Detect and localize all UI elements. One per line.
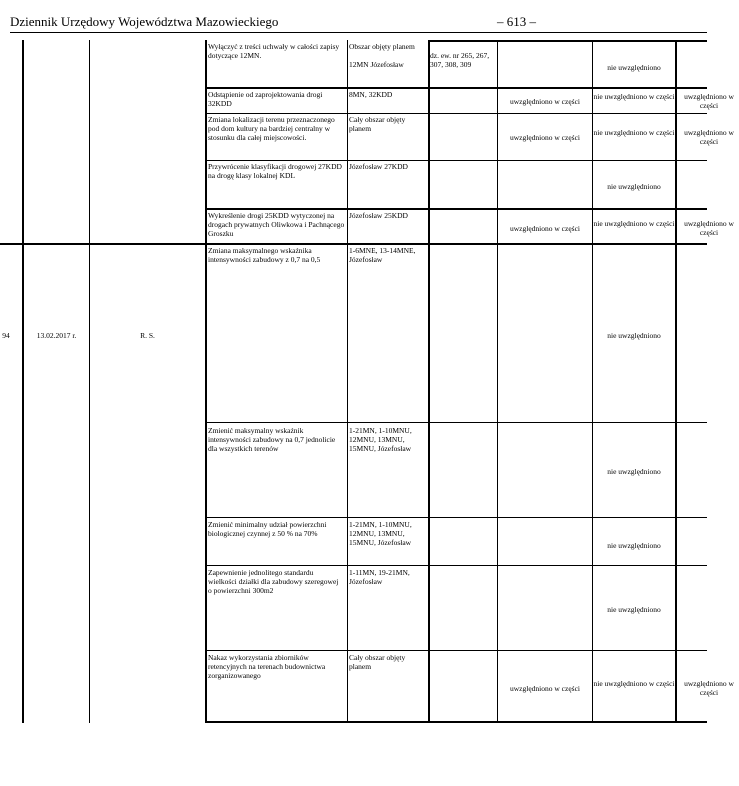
row-col-last: uwzględniono w części [684, 219, 734, 237]
row-parcels: dz. ew. nr 265, 267, 307, 308, 309 [430, 51, 490, 69]
row-col-rada: nie uwzględniono [607, 467, 661, 476]
row-content: Zmienić minimalny udział powierzchni biologicznej czynnej z 50 % na 70% [208, 520, 327, 538]
page-number: – 613 – [497, 14, 536, 29]
row-area: Cały obszar objęty planem [349, 653, 406, 671]
row-content: Przywrócenie klasyfikacji drogowej 27KDD na drogę klasy lokalnej KDL [208, 162, 342, 180]
row-col-wojt: uwzględniono w części [510, 97, 580, 106]
row-content: Nakaz wykorzystania zbiorników retencyjnych na terenach budownictwa zorganizowanego [208, 653, 326, 680]
row-col-rada: nie uwzględniono [607, 605, 661, 614]
row-col-rada: nie uwzględniono [607, 182, 661, 191]
row-area: 8MN, 32KDD [349, 90, 393, 99]
row-content: Wykreślenie drogi 25KDD wytyczonej na drogach prywatnych Oliwkowa i Pachnącego Groszku [208, 211, 345, 238]
record-number: 94 [2, 331, 10, 340]
row-content: Zmienić maksymalny wskaźnik intensywności zabudowy na 0,7 jednolicie dla wszystkich terenów [208, 426, 336, 453]
page-header-title: Dziennik Urzędowy Województwa Mazowieckiego [10, 14, 279, 29]
row-col-rada: nie uwzględniono [607, 63, 661, 72]
header-rule [10, 32, 707, 33]
row-col-rada: nie uwzględniono [607, 541, 661, 550]
row-area: 1-6MNE, 13-14MNE, Józefosław [349, 246, 416, 264]
row-col-rada: nie uwzględniono [607, 331, 661, 340]
row-content: Zmiana lokalizacji terenu przeznaczonego pod dom kultury na bardziej centralny w stosunku dla całej miejscowości. [208, 115, 335, 142]
row-col-wojt: uwzględniono w części [510, 133, 580, 142]
row-col-last: uwzględniono w części [684, 128, 734, 146]
row-content: Wyłączyć z treści uchwały w całości zapisy dotyczące 12MN. [208, 42, 340, 60]
row-col-last: uwzględniono w części [684, 679, 734, 697]
row-area: Józefosław 25KDD [349, 211, 408, 220]
row-col-rada: nie uwzględniono w części [593, 679, 675, 688]
row-area: 1-11MN, 19-21MN, Józefosław [349, 568, 410, 586]
row-content: Odstąpienie od zaprojektowania drogi 32KDD [208, 90, 323, 108]
row-content: Zapewnienie jednolitego standardu wielkości działki dla zabudowy szeregowej o powierzchni 300m2 [208, 568, 339, 595]
row-area: Cały obszar objęty planem [349, 115, 406, 133]
row-area: 1-21MN, 1-10MNU, 12MNU, 13MNU, 15MNU, Józefosław [349, 520, 412, 547]
row-area: 1-21MN, 1-10MNU, 12MNU, 13MNU, 15MNU, Józefosław [349, 426, 412, 453]
row-col-rada: nie uwzględniono w części [593, 219, 675, 228]
record-date: 13.02.2017 r. [36, 331, 77, 340]
row-col-wojt: uwzględniono w części [510, 224, 580, 233]
row-col-wojt: uwzględniono w części [510, 684, 580, 693]
record-author: R. S. [140, 331, 155, 340]
row-col-rada: nie uwzględniono w części [593, 92, 675, 101]
row-area: Obszar objęty planem 12MN Józefosław [349, 42, 415, 69]
row-col-rada: nie uwzględniono w części [593, 128, 675, 137]
row-col-last: uwzględniono w części [684, 92, 734, 110]
row-content: Zmiana maksymalnego wskaźnika intensywności zabudowy z 0,7 na 0,5 [208, 246, 321, 264]
row-area: Józefosław 27KDD [349, 162, 408, 171]
